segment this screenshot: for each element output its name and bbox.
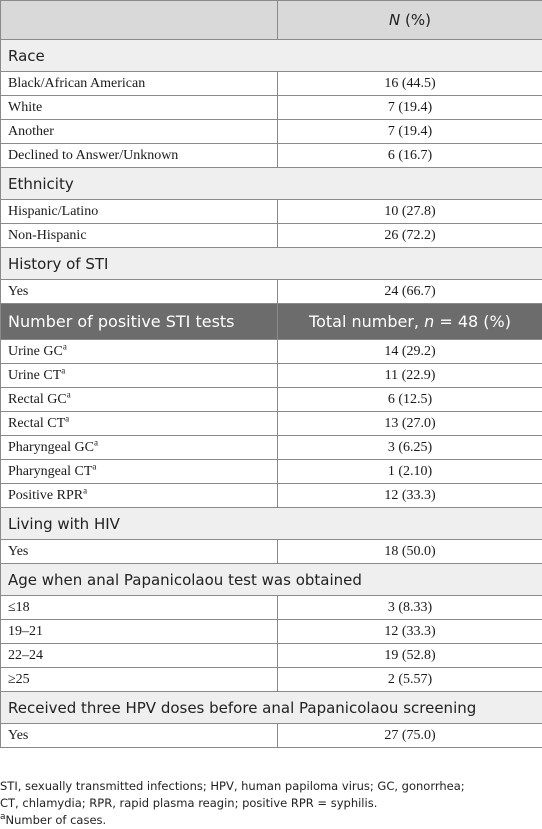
table-row [1,96,542,120]
table-row [1,484,542,508]
total-number-prefix: Total number, [309,312,424,331]
section-title: Living with HIV [1,508,542,540]
row-value: 26 (72.2) [278,224,542,248]
row-label: Another [1,120,278,144]
section-sti-history [1,248,542,280]
table-row [1,340,542,364]
row-value: 2 (5.57) [278,668,542,692]
footnote-marker: a [61,365,65,375]
row-label: Yes [1,280,278,304]
table-header-row [1,1,542,40]
row-label: 22–24 [1,644,278,668]
table-row [1,540,542,564]
row-label: Declined to Answer/Unknown [1,144,278,168]
row-value: 3 (8.33) [278,596,542,620]
footnote-a [0,812,106,829]
row-label: ≤18 [1,596,278,620]
row-value: 7 (19.4) [278,96,542,120]
row-value: 14 (29.2) [278,340,542,364]
row-label: Black/African American [1,72,278,96]
table-row [1,364,542,388]
row-label: Yes [1,724,278,748]
section-ethnicity [1,168,542,200]
table-row [1,724,542,748]
row-label [1,364,278,388]
row-label [1,388,278,412]
footnote-abbreviations-line-2: CT, chlamydia; RPR, rapid plasma reagin; positive RPR = syphilis. [0,795,377,812]
total-number-header [278,304,542,340]
row-label-text: Rectal GC [8,392,67,407]
row-label: Yes [1,540,278,564]
row-value: 19 (52.8) [278,644,542,668]
section-title: Number of positive STI tests [1,304,278,340]
row-label-text: Pharyngeal CT [8,464,92,479]
row-value: 11 (22.9) [278,364,542,388]
row-value: 18 (50.0) [278,540,542,564]
row-label-text: Urine GC [8,344,63,359]
table-row [1,596,542,620]
section-positive-sti-header [1,304,542,340]
table-row [1,436,542,460]
row-label: Hispanic/Latino [1,200,278,224]
table-row [1,460,542,484]
section-title: History of STI [1,248,542,280]
row-value: 6 (12.5) [278,388,542,412]
section-title: Age when anal Papanicolaou test was obtained [1,564,542,596]
footnote-marker: a [94,437,98,447]
row-value: 12 (33.3) [278,620,542,644]
row-label: Non-Hispanic [1,224,278,248]
table-row [1,668,542,692]
row-label: White [1,96,278,120]
section-hiv [1,508,542,540]
row-value: 24 (66.7) [278,280,542,304]
header-n-symbol: N [389,11,400,29]
n-symbol: n [424,312,434,331]
section-race [1,40,542,72]
footnote-marker: a [83,485,87,495]
table-row [1,388,542,412]
section-hpv [1,692,542,724]
table-row [1,200,542,224]
row-value: 12 (33.3) [278,484,542,508]
row-label [1,412,278,436]
table-row [1,120,542,144]
row-value: 6 (16.7) [278,144,542,168]
row-value: 7 (19.4) [278,120,542,144]
total-number-suffix: = 48 (%) [434,312,511,331]
section-title: Received three HPV doses before anal Papanicolaou screening [1,692,542,724]
footnote-marker: a [92,461,96,471]
row-label [1,340,278,364]
footnote-a-marker: a [0,812,6,822]
table-row [1,144,542,168]
row-value: 27 (75.0) [278,724,542,748]
row-label [1,460,278,484]
section-age [1,564,542,596]
table-row [1,620,542,644]
row-label: ≥25 [1,668,278,692]
row-label-text: Rectal CT [8,416,65,431]
row-value: 3 (6.25) [278,436,542,460]
header-percent: (%) [400,11,431,29]
section-title: Race [1,40,542,72]
row-label-text: Pharyngeal GC [8,440,94,455]
row-value: 13 (27.0) [278,412,542,436]
row-value: 16 (44.5) [278,72,542,96]
row-label-text: Positive RPR [8,488,83,503]
footnote-marker: a [65,413,69,423]
section-title: Ethnicity [1,168,542,200]
row-label [1,436,278,460]
row-value: 1 (2.10) [278,460,542,484]
table-row [1,224,542,248]
footnote-a-text: Number of cases. [6,813,107,827]
table-row [1,412,542,436]
footnote-abbreviations-line-1: STI, sexually transmitted infections; HPV, human papiloma virus; GC, gonorrhea; [0,778,465,795]
table-row [1,72,542,96]
header-n-percent [278,1,542,40]
row-value: 10 (27.8) [278,200,542,224]
table-row [1,280,542,304]
footnote-marker: a [67,389,71,399]
row-label-text: Urine CT [8,368,61,383]
footnote-marker: a [63,341,67,351]
row-label [1,484,278,508]
header-blank-cell [1,1,278,40]
table-row [1,644,542,668]
row-label: 19–21 [1,620,278,644]
